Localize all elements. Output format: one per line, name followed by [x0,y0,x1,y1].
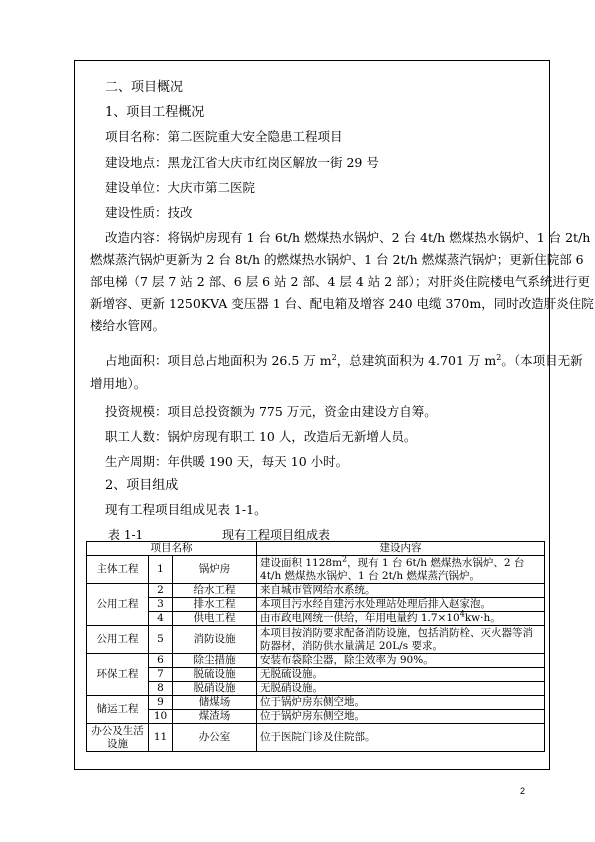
category-cell: 公用工程 [87,626,149,654]
content-cell: 位于锅炉房东侧空地。 [257,696,545,710]
table-row [87,654,545,668]
category-cell: 储运工程 [87,696,149,724]
table-row [87,724,545,752]
header-project-name: 项目名称 [87,542,257,556]
content-line: 改造内容：将锅炉房现有 1 台 6t/h 燃煤热水锅炉、2 台 4t/h 燃煤热水锅炉、1 台 2t/h [105,230,591,245]
project-composition-table [86,541,545,752]
nature-line: 建设性质：技改 [105,205,193,220]
number-cell: 3 [149,598,173,612]
content-cell: 由市政电网统一供给，年用电量约 $1.7\times 10^4kw\cdot h$。 [257,612,545,626]
content-cell: 位于锅炉房东侧空地。 [257,710,545,724]
table-row [87,696,545,710]
category-cell: 主体工程 [87,556,149,584]
content-cell: 无脱硫设施。 [257,668,545,682]
content-cell: 无脱硝设施。 [257,682,545,696]
content-cell: 位于医院门诊及住院部。 [257,724,545,752]
item-cell: 办公室 [173,724,257,752]
number-cell: 9 [149,696,173,710]
table-caption-title: 现有工程项目组成表 [222,528,331,542]
table-header-row [87,542,545,556]
section-heading: 二、项目概况 [105,80,184,95]
item-cell: 除尘措施 [173,654,257,668]
content-line: 部电梯（7 层 7 站 2 部、6 层 6 站 2 部、4 层 4 站 2 部）；对肝炎住院楼电气系统进行更 [90,274,590,289]
category-cell: 公用工程 [87,584,149,626]
area-line: 占地面积：项目总占地面积为 26.5 万 $m^2$，总建筑面积为 4.701 万 $m^2$。（本项目无新 [105,352,583,368]
table-row [87,584,545,598]
item-cell: 消防设施 [173,626,257,654]
project-name-line: 项目名称：第二医院重大安全隐患工程项目 [105,129,343,144]
number-cell: 2 [149,584,173,598]
page-number: 2 [520,786,526,796]
investment-line: 投资规模：项目总投资额为 775 万元，资金由建设方自筹。 [105,404,437,419]
item-cell: 排水工程 [173,598,257,612]
content-line: 楼给水管网。 [90,318,166,333]
item-cell: 煤渣场 [173,710,257,724]
category-cell: 环保工程 [87,654,149,696]
table-row [87,612,545,626]
content-cell: 建设面积 $1128m^2$，现有 1 台 6t/h 燃煤热水锅炉、2 台 4t/h 燃煤热水锅炉、1 台 2t/h 燃煤蒸汽锅炉。 [257,556,545,584]
table-row [87,626,545,654]
content-line: 新增容、更新 1250KVA 变压器 1 台、配电箱及增容 240 电缆 370m，同时改造肝炎住院 [90,296,594,311]
table-intro: 现有工程项目组成见表 1-1。 [105,502,267,517]
item-cell: 锅炉房 [173,556,257,584]
table-row [87,598,545,612]
item-cell: 脱硝设施 [173,682,257,696]
staff-line: 职工人数：锅炉房现有职工 10 人，改造后无新增人员。 [105,429,417,444]
content-cell: 来自城市管网给水系统。 [257,584,545,598]
table-row [87,668,545,682]
category-cell: 办公及生活设施 [87,724,149,752]
content-line: 燃煤蒸汽锅炉更新为 2 台 8t/h 的燃煤热水锅炉、1 台 2t/h 燃煤蒸汽锅炉；更新住院部 6 [90,252,584,267]
area-line-2: 增用地）。 [90,376,147,391]
number-cell: 4 [149,612,173,626]
item-cell: 储煤场 [173,696,257,710]
location-line: 建设地点：黑龙江省大庆市红岗区解放一街 29 号 [105,155,379,170]
number-cell: 11 [149,724,173,752]
item-cell: 脱硫设施 [173,668,257,682]
number-cell: 10 [149,710,173,724]
table-row [87,710,545,724]
number-cell: 8 [149,682,173,696]
number-cell: 7 [149,668,173,682]
content-cell: 安装布袋除尘器，除尘效率为 90%。 [257,654,545,668]
period-line: 生产周期：年供暖 190 天，每天 10 小时。 [105,454,349,469]
unit-line: 建设单位：大庆市第二医院 [105,180,256,195]
number-cell: 1 [149,556,173,584]
content-cell: 本项目污水经自建污水处理站处理后排入赵家泡。 [257,598,545,612]
item-cell: 给水工程 [173,584,257,598]
table-caption-number: 表 1-1 [108,528,144,542]
content-cell: 本项目按消防要求配备消防设施，包括消防栓、灭火器等消防器材，消防供水量满足 20L/s 要求。 [257,626,545,654]
table-row [87,556,545,584]
number-cell: 5 [149,626,173,654]
subsection-composition: 2、项目组成 [105,478,179,493]
table-row [87,682,545,696]
number-cell: 6 [149,654,173,668]
subsection-project-overview: 1、项目工程概况 [105,105,205,120]
header-content: 建设内容 [257,542,545,556]
item-cell: 供电工程 [173,612,257,626]
